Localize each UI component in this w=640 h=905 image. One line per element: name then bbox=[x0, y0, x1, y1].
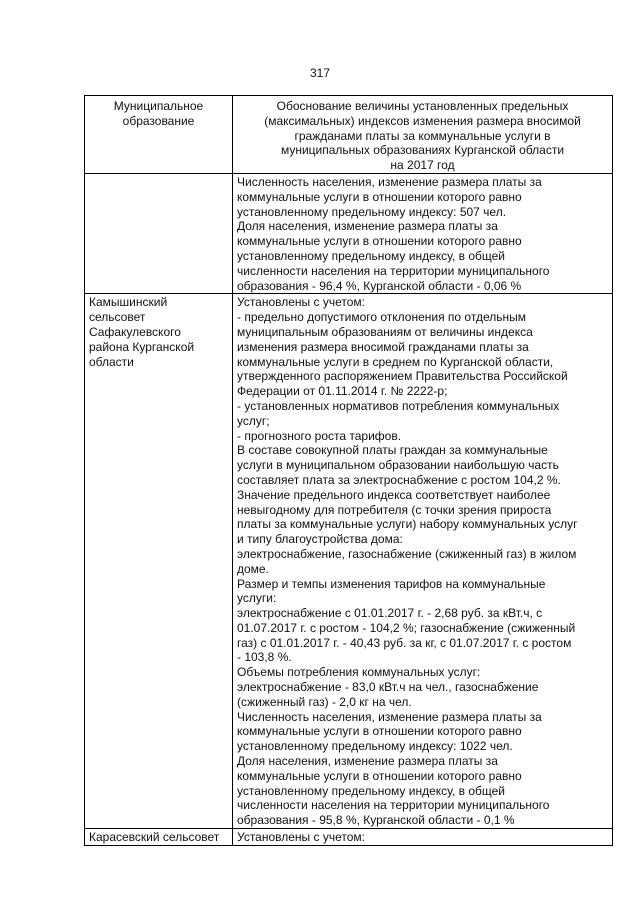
justification-cell bbox=[233, 294, 613, 829]
tariff-table bbox=[84, 95, 613, 846]
text-line: платы за коммунальные услуги) набору коммунальных услуг bbox=[237, 517, 578, 532]
text-line: образования - 96,4 %, Курганской области - 0,06 % bbox=[237, 278, 522, 293]
municipality-name-line: сельсовет bbox=[89, 310, 146, 325]
header-municipality-cell bbox=[85, 96, 233, 174]
text-line: электроснабжение - 83,0 кВт.ч на чел., газоснабжение bbox=[237, 680, 539, 695]
text-line: коммунальные услуги в отношении которого равно bbox=[237, 234, 522, 249]
header-text-line: на 2017 год bbox=[390, 158, 455, 173]
text-line: коммунальные услуги в среднем по Курганской области, bbox=[237, 354, 554, 369]
municipality-name-line: Карасевский сельсовет bbox=[89, 830, 220, 845]
table-header-row bbox=[85, 96, 613, 174]
text-line: Установлены с учетом: bbox=[237, 295, 365, 310]
text-line: Установлены с учетом: bbox=[237, 830, 365, 845]
page-number: 317 bbox=[309, 66, 331, 80]
text-line: коммунальные услуги в отношении которого равно bbox=[237, 189, 522, 204]
text-line: образования - 95,8 %, Курганской области - 0,1 % bbox=[237, 813, 515, 828]
text-line: электроснабжение с 01.01.2017 г. - 2,68 руб. за кВт.ч, с bbox=[237, 606, 543, 621]
text-line: установленному предельному индексу: 507 чел. bbox=[237, 204, 507, 219]
text-line: изменения размера вносимой гражданами платы за bbox=[237, 339, 529, 354]
municipality-name-line: области bbox=[89, 354, 134, 369]
header-justification-cell bbox=[233, 96, 613, 174]
header-text-line: муниципальных образованиях Курганской области bbox=[280, 143, 565, 158]
text-line: электроснабжение, газоснабжение (сжиженный газ) в жилом bbox=[237, 546, 577, 561]
header-text-line: гражданами платы за коммунальные услуги в bbox=[294, 128, 551, 143]
text-line: Численность населения, изменение размера платы за bbox=[237, 174, 542, 189]
text-line: установленному предельному индексу: 1022 чел. bbox=[237, 739, 513, 754]
table-row bbox=[85, 829, 613, 846]
text-line: численности населения на территории муниципального bbox=[237, 263, 550, 278]
header-text-line: Обоснование величины установленных предельных bbox=[276, 99, 569, 113]
text-line: газ) с 01.01.2017 г. - 40,43 руб. за кг, с 01.07.2017 г. с ростом bbox=[237, 635, 572, 650]
header-text-line: (максимальных) индексов изменения размера вносимой bbox=[264, 113, 581, 128]
municipality-cell bbox=[85, 294, 233, 829]
text-line: Размер и темпы изменения тарифов на коммунальные bbox=[237, 576, 546, 591]
text-line: невыгодному для потребителя (с точки зрения прироста bbox=[237, 502, 552, 517]
text-line: установленному предельному индексу, в общей bbox=[237, 248, 505, 263]
text-line: (сжиженный газ) - 2,0 кг на чел. bbox=[237, 694, 412, 709]
text-line: коммунальные услуги в отношении которого равно bbox=[237, 768, 522, 783]
text-line: утвержденного распоряжением Правительства Российской bbox=[237, 369, 568, 384]
text-line: Федерации от 01.11.2014 г. № 2222-р; bbox=[237, 384, 448, 399]
text-line: - предельно допустимого отклонения по отдельным bbox=[237, 310, 526, 325]
justification-cell bbox=[233, 829, 613, 846]
text-line: Значение предельного индекса соответствует наиболее bbox=[237, 487, 551, 502]
text-line: Численность населения, изменение размера платы за bbox=[237, 709, 542, 724]
text-line: муниципальным образованиям от величины индекса bbox=[237, 324, 533, 339]
text-line: установленному предельному индексу, в общей bbox=[237, 783, 505, 798]
justification-cell bbox=[233, 173, 613, 293]
table-row bbox=[85, 294, 613, 829]
municipality-name-line: района Курганской bbox=[89, 339, 195, 354]
text-line: коммунальные услуги в отношении которого равно bbox=[237, 724, 522, 739]
header-text-line: Муниципальное bbox=[113, 99, 204, 113]
text-line: - прогнозного роста тарифов. bbox=[237, 428, 402, 443]
text-line: составляет плата за электроснабжение с ростом 104,2 %. bbox=[237, 472, 561, 487]
text-line: Доля населения, изменение размера платы за bbox=[237, 219, 498, 234]
text-line: Объемы потребления коммунальных услуг: bbox=[237, 665, 481, 680]
text-line: - 103,8 %. bbox=[237, 650, 292, 665]
text-line: доме. bbox=[237, 561, 269, 576]
municipality-name-line: Камышинский bbox=[89, 295, 168, 310]
text-line: услуги: bbox=[237, 591, 277, 606]
table-row bbox=[85, 173, 613, 293]
text-line: услуги в муниципальном образовании наибольшую часть bbox=[237, 458, 559, 473]
municipality-name-line: Сафакулевского bbox=[89, 324, 181, 339]
text-line: численности населения на территории муниципального bbox=[237, 798, 550, 813]
text-line: - установленных нормативов потребления коммунальных bbox=[237, 398, 560, 413]
text-line: В составе совокупной платы граждан за коммунальные bbox=[237, 443, 548, 458]
municipality-cell bbox=[85, 829, 233, 846]
header-text-line: образование bbox=[122, 113, 195, 128]
text-line: Доля населения, изменение размера платы за bbox=[237, 754, 498, 769]
text-line: 01.07.2017 г. с ростом - 104,2 %; газоснабжение (сжиженный bbox=[237, 620, 576, 635]
text-line: и типу благоустройства дома: bbox=[237, 532, 403, 547]
text-line: услуг; bbox=[237, 413, 270, 428]
municipality-cell bbox=[85, 173, 233, 293]
